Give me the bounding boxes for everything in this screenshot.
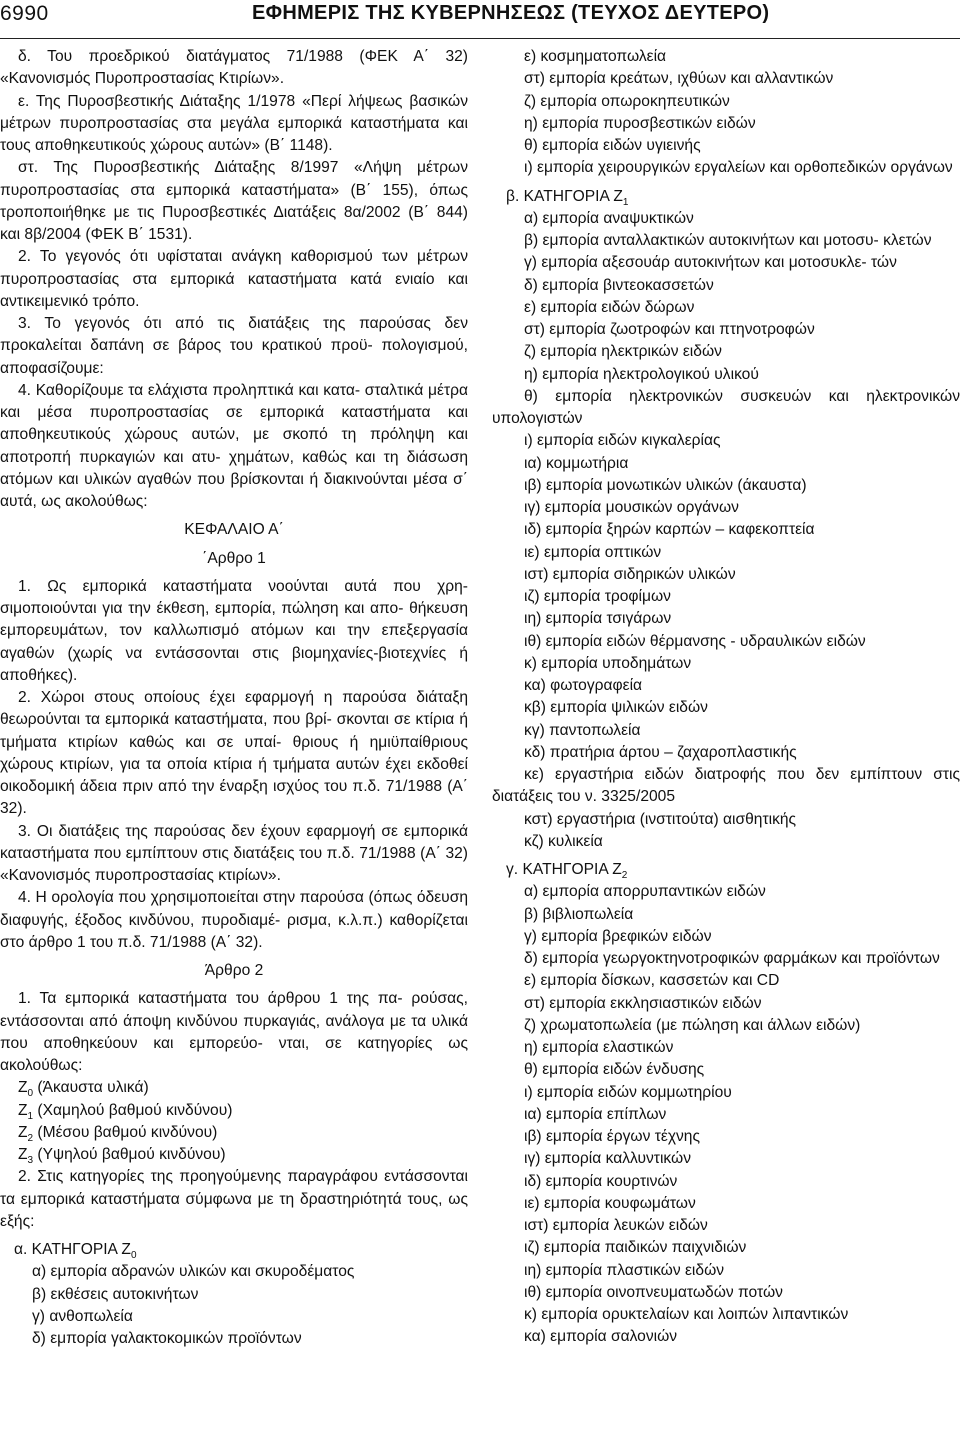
category-z0-line: $Z_0$ (Άκαυστα υλικά) xyxy=(18,1079,149,1100)
list-item: ια) κομμωτήρια xyxy=(524,454,629,472)
paragraph-4: 4. Καθορίζουμε τα ελάχιστα προληπτικά και κατα- σταλτικά μέτρα και μέσα πυροπροστασίας σε εμπορικά καταστήματα και αποθηκευτικούς χώρους αυτών, με σκοπό τη πρόληψη και αποτροπή πυρκαγιών και ατυ- χημάτων, καθώς και τη διάσωση ατόμων και υλικών αγαθών που βρίσκονται ή διακινούνται μέσα σ΄ αυτά, ως ακολούθως: xyxy=(0,381,468,510)
list-item: ιστ) εμπορία λευκών ειδών xyxy=(524,1217,708,1234)
paragraph-epsilon: ε. Της Πυροσβεστικής Διάταξης 1/1978 «Περί λήψεως βασικών μέτρων πυροπροστασίας στα μεγάλα εμπορικά καταστήματα και τους αποθηκευτικούς χώρους αυτών» (Β΄ 1148). xyxy=(0,92,468,154)
list-item: κ) εμπορία ορυκτελαίων και λοιπών λιπαντικών xyxy=(524,1306,849,1323)
category-b-heading: β. ΚΑΤΗΓΟΡΙΑ $Z_1$ xyxy=(506,187,629,208)
article-1-paragraph-1: 1. Ως εμπορικά καταστήματα νοούνται αυτά που χρη- σιμοποιούνται για την έκθεση, εμπορία, πώληση και απο- θήκευση εμπορευμάτων, τον καλλωπισμό ατόμων και την επεξεργασία αγαθών (χωρίς να εντάσσονται στις βιομηχανίες-βιοτεχνίες ή αποθήκες). xyxy=(0,577,468,684)
list-item: κα) φωτογραφεία xyxy=(524,677,643,694)
page-header xyxy=(0,0,960,39)
paragraph-2: 2. Το γεγονός ότι υφίσταται ανάγκη καθορισμού των μέτρων πυροπροστασίας στα εμπορικά καταστήματα κατά ενιαίο και αντικειμενικό τρόπο. xyxy=(0,248,468,310)
list-item: στ) εμπορία εκκλησιαστικών ειδών xyxy=(524,994,762,1012)
list-item: γ) εμπορία αξεσουάρ αυτοκινήτων και μοτοσυκλε- τών xyxy=(524,254,897,272)
list-item: κ) εμπορία υποδημάτων xyxy=(524,654,692,672)
list-item: ιθ) εμπορία οινοπνευματωδών ποτών xyxy=(524,1283,783,1301)
list-item: β) εκθέσεις αυτοκινήτων xyxy=(32,1285,199,1303)
list-item: ιζ) εμπορία παιδικών παιχνιδιών xyxy=(524,1239,747,1257)
list-item: ιστ) εμπορία σιδηρικών υλικών xyxy=(524,565,736,583)
list-item: ιβ) εμπορία μονωτικών υλικών (άκαυστα) xyxy=(524,476,807,494)
list-item: ιε) εμπορία κουφωμάτων xyxy=(524,1194,696,1212)
list-item: θ) εμπορία ειδών ένδυσης xyxy=(524,1061,705,1079)
gazette-title: ΕΦΗΜΕΡΙΣ ΤΗΣ ΚΥΒΕΡΝΗΣΕΩΣ (ΤΕΥΧΟΣ ΔΕΥΤΕΡΟ) xyxy=(252,2,770,24)
list-item: ζ) εμπορία οπωροκηπευτικών xyxy=(524,92,730,110)
list-item: δ) εμπορία βιντεοκασσετών xyxy=(524,276,714,294)
category-a-heading: α. ΚΑΤΗΓΟΡΙΑ $Z_0$ xyxy=(14,1241,137,1262)
paragraph-st: στ. Της Πυροσβεστικής Διάταξης 8/1997 «Λήψη μέτρων πυροπροστασίας στα εμπορικά καταστήματα» (Β΄ 155), όπως τροποποιήθηκε με τις Πυροσβεστικές Διατάξεις 8α/2002 (Β΄ 844) και 8β/2004 (ΦΕΚ Β΄ 1531). xyxy=(0,159,468,243)
list-item: α) εμπορία αναψυκτικών xyxy=(524,209,694,227)
list-item: ε) κοσμηματοπωλεία xyxy=(524,48,667,65)
chapter-heading: ΚΕΦΑΛΑΙΟ Α΄ xyxy=(184,521,284,539)
list-item: στ) εμπορία ζωοτροφών και πτηνοτροφών xyxy=(524,321,815,338)
article-1-heading: ΄Αρθρο 1 xyxy=(202,549,266,567)
list-item: ιε) εμπορία οπτικών xyxy=(524,543,662,561)
list-item: ε) εμπορία δίσκων, κασσετών και CD xyxy=(524,972,780,990)
article-1-paragraph-4: 4. Η ορολογία που χρησιμοποιείται στην παρούσα (όπως όδευση διαφυγής, έξοδος κινδύνου, πυροδιαμέ- ρισμα, κ.λ.π.) καθορίζεται στο άρθρο 1 του π.δ. 71/1988 (Α΄ 32). xyxy=(0,889,468,951)
list-item: κε) εργαστήρια ειδών διατροφής που δεν εμπίπτουν στις διατάξεις του ν. 3325/2005 xyxy=(492,766,960,806)
article-1-paragraph-3: 3. Οι διατάξεις της παρούσας δεν έχουν εφαρμογή σε εμπορικά καταστήματα που εμπίπτουν στις διατάξεις του π.δ. 71/1988 (Α΄ 32) «Κανονισμός πυροπροστασίας κτιρίων». xyxy=(0,822,468,884)
page-number: 6990 xyxy=(0,2,49,25)
list-item: ιδ) εμπορία ξηρών καρπών – καφεκοπτεία xyxy=(524,521,815,539)
list-item: κστ) εργαστήρια (ινστιτούτα) αισθητικής xyxy=(524,810,797,828)
list-item: κα) εμπορία σαλονιών xyxy=(524,1328,678,1346)
category-z3-line: $Z_3$ (Υψηλού βαθμού κινδύνου) xyxy=(18,1146,226,1167)
list-item: ιβ) εμπορία έργων τέχνης xyxy=(524,1128,700,1145)
list-item: κζ) κυλικεία xyxy=(524,832,603,850)
list-item: δ) εμπορία γεωργοκτηνοτροφικών φαρμάκων και προϊόντων xyxy=(524,950,940,967)
list-item: β) εμπορία ανταλλακτικών αυτοκινήτων και μοτοσυ- κλετών xyxy=(524,232,932,249)
list-item: γ) ανθοπωλεία xyxy=(32,1307,133,1325)
list-item: ε) εμπορία ειδών δώρων xyxy=(524,298,695,316)
list-item: γ) εμπορία βρεφικών ειδών xyxy=(524,927,712,945)
list-item: ιη) εμπορία τσιγάρων xyxy=(524,610,672,628)
category-z2-line: $Z_2$ (Μέσου βαθμού κινδύνου) xyxy=(18,1123,218,1144)
list-item: ιζ) εμπορία τροφίμων xyxy=(524,588,671,605)
list-item: ιγ) εμπορία καλλυντικών xyxy=(524,1150,691,1168)
list-item: ια) εμπορία επίπλων xyxy=(524,1105,667,1123)
list-item: α) εμπορία αδρανών υλικών και σκυροδέματος xyxy=(32,1263,355,1281)
article-1-paragraph-2: 2. Χώροι στους οποίους έχει εφαρμογή η παρούσα διάταξη θεωρούνται τα εμπορικά καταστήματα, που βρί- σκονται σε κτίρια ή τμήματα κτιρίων καθώς και σε υπαί- θριους ή ημιϋπαίθριους χώρους κτιρίων, για τα οποία κτίρια ή τμήματα αυτών έχει εκδοθεί οικοδομική άδεια πριν από την έναρξη ισχύος του π.δ. 71/1988 (Α΄ 32). xyxy=(0,689,468,818)
list-item: η) εμπορία πυροσβεστικών ειδών xyxy=(524,114,756,132)
list-item: ιδ) εμπορία κουρτινών xyxy=(524,1172,678,1190)
list-item: ιθ) εμπορία ειδών θέρμανσης - υδραυλικών ειδών xyxy=(524,632,866,650)
article-2-paragraph-1: 1. Τα εμπορικά καταστήματα του άρθρου 1 της πα- ρούσας, εντάσσονται από άποψη κινδύνου πυρκαγιάς, ανάλογα με τα υλικά που αποθηκεύουν και εμπορεύο- νται, σε κατηγορίες ως ακολούθως: xyxy=(0,990,468,1074)
list-item: η) εμπορία ηλεκτρολογικού υλικού xyxy=(524,365,759,383)
list-item: θ) εμπορία ηλεκτρονικών συσκευών και ηλεκτρονικών υπολογιστών xyxy=(492,387,960,427)
list-item: δ) εμπορία γαλακτοκομικών προϊόντων xyxy=(32,1330,302,1347)
right-column xyxy=(492,46,960,1349)
list-item: ζ) εμπορία ηλεκτρικών ειδών xyxy=(524,343,722,361)
list-item: ι) εμπορία ειδών κιγκαλερίας xyxy=(524,432,721,450)
list-item: β) βιβλιοπωλεία xyxy=(524,905,634,923)
category-c-heading: γ. ΚΑΤΗΓΟΡΙΑ $Z_2$ xyxy=(506,861,628,882)
left-column xyxy=(0,46,468,1350)
list-item: η) εμπορία ελαστικών xyxy=(524,1039,674,1056)
list-item: ιγ) εμπορία μουσικών οργάνων xyxy=(524,499,739,516)
list-item: κβ) εμπορία ψιλικών ειδών xyxy=(524,699,708,717)
list-item: α) εμπορία απορρυπαντικών ειδών xyxy=(524,883,766,901)
category-z1-line: $Z_1$ (Χαμηλού βαθμού κινδύνου) xyxy=(18,1101,233,1122)
list-item: ι) εμπορία ειδών κομμωτηρίου xyxy=(524,1083,732,1101)
article-2-paragraph-2: 2. Στις κατηγορίες της προηγούμενης παραγράφου εντάσσονται τα εμπορικά καταστήματα σύμφωνα με τη δραστηριότητά τους, ως εξής: xyxy=(0,1168,468,1230)
list-item: ι) εμπορία χειρουργικών εργαλείων και ορθοπεδικών οργάνων xyxy=(524,159,953,177)
list-item: θ) εμπορία ειδών υγιεινής xyxy=(524,137,701,154)
list-item: κδ) πρατήρια άρτου – ζαχαροπλαστικής xyxy=(524,743,797,761)
list-item: κγ) παντοπωλεία xyxy=(524,721,641,739)
list-item: στ) εμπορία κρεάτων, ιχθύων και αλλαντικών xyxy=(524,70,834,88)
list-item: ζ) χρωματοπωλεία (με πώληση και άλλων ειδών) xyxy=(524,1016,861,1034)
paragraph-delta: δ. Του προεδρικού διατάγματος 71/1988 (ΦΕΚ Α΄ 32) «Κανονισμός Πυροπροστασίας Κτιρίων». xyxy=(0,48,468,88)
paragraph-3: 3. Το γεγονός ότι από τις διατάξεις της παρούσας δεν προκαλείται δαπάνη σε βάρος του κρατικού προϋ- πολογισμού, αποφασίζουμε: xyxy=(0,315,468,377)
list-item: ιη) εμπορία πλαστικών ειδών xyxy=(524,1261,725,1279)
article-2-heading: Άρθρο 2 xyxy=(204,962,264,979)
